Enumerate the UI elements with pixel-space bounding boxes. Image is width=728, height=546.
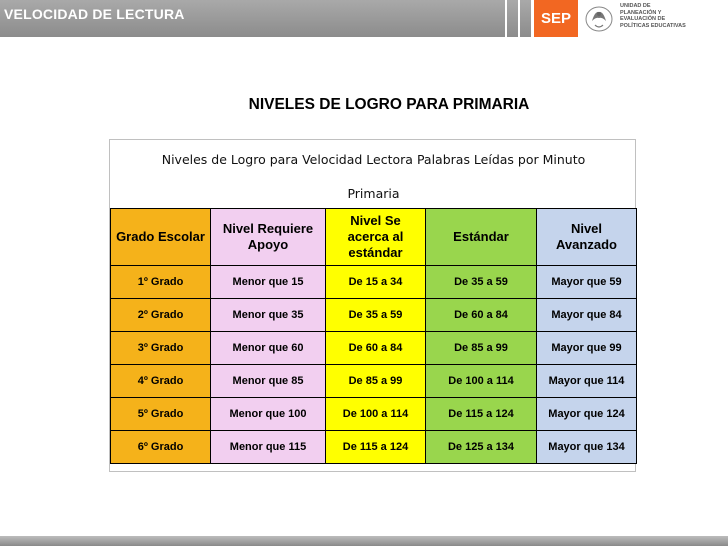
cell-grade: 5º Grado xyxy=(111,398,211,431)
table-subcaption: Primaria xyxy=(347,186,400,201)
cell-advanced: Mayor que 114 xyxy=(537,365,637,398)
header-approaching-standard: Nivel Se acerca al estándar xyxy=(326,209,426,266)
cell-advanced: Mayor que 84 xyxy=(537,299,637,332)
cell-advanced: Mayor que 134 xyxy=(537,431,637,464)
table-row xyxy=(111,431,637,464)
footer-bar xyxy=(0,536,728,546)
cell-approaching-standard: De 100 a 114 xyxy=(326,398,426,431)
cell-approaching-standard: De 60 a 84 xyxy=(326,332,426,365)
header-standard: Estándar xyxy=(426,209,537,266)
cell-requires-support: Menor que 60 xyxy=(211,332,326,365)
table-row xyxy=(111,365,637,398)
table-row xyxy=(111,266,637,299)
table-header-row xyxy=(111,209,637,266)
cell-requires-support: Menor que 115 xyxy=(211,431,326,464)
table-row xyxy=(111,332,637,365)
cell-approaching-standard: De 35 a 59 xyxy=(326,299,426,332)
cell-standard: De 125 a 134 xyxy=(426,431,537,464)
cell-approaching-standard: De 15 a 34 xyxy=(326,266,426,299)
sep-logo xyxy=(531,0,728,37)
cell-advanced: Mayor que 99 xyxy=(537,332,637,365)
unit-text: UNIDAD DE PLANEACIÓN Y EVALUACIÓN DE POLÍTICAS EDUCATIVAS xyxy=(620,3,686,29)
page-title: NIVELES DE LOGRO PARA PRIMARIA xyxy=(248,96,530,113)
header-bar xyxy=(0,0,728,37)
table-row xyxy=(111,299,637,332)
cell-standard: De 60 a 84 xyxy=(426,299,537,332)
header-grade: Grado Escolar xyxy=(111,209,211,266)
cell-approaching-standard: De 115 a 124 xyxy=(326,431,426,464)
cell-standard: De 85 a 99 xyxy=(426,332,537,365)
slide-header-title: VELOCIDAD DE LECTURA xyxy=(4,6,185,22)
sep-logo-mark: SEP xyxy=(534,0,578,37)
cell-grade: 1º Grado xyxy=(111,266,211,299)
header-advanced: Nivel Avanzado xyxy=(537,209,637,266)
cell-approaching-standard: De 85 a 99 xyxy=(326,365,426,398)
table-row xyxy=(111,398,637,431)
cell-requires-support: Menor que 15 xyxy=(211,266,326,299)
header-divider xyxy=(505,0,507,37)
table-caption: Niveles de Logro para Velocidad Lectora Palabras Leídas por Minuto xyxy=(161,152,586,167)
levels-table-container xyxy=(109,139,636,472)
cell-advanced: Mayor que 124 xyxy=(537,398,637,431)
cell-grade: 4º Grado xyxy=(111,365,211,398)
levels-table xyxy=(110,208,637,464)
cell-requires-support: Menor que 100 xyxy=(211,398,326,431)
cell-standard: De 35 a 59 xyxy=(426,266,537,299)
cell-requires-support: Menor que 35 xyxy=(211,299,326,332)
cell-standard: De 115 a 124 xyxy=(426,398,537,431)
cell-advanced: Mayor que 59 xyxy=(537,266,637,299)
coat-of-arms-icon xyxy=(584,3,614,33)
cell-requires-support: Menor que 85 xyxy=(211,365,326,398)
cell-standard: De 100 a 114 xyxy=(426,365,537,398)
cell-grade: 3º Grado xyxy=(111,332,211,365)
header-divider xyxy=(518,0,520,37)
cell-grade: 2º Grado xyxy=(111,299,211,332)
header-requires-support: Nivel Requiere Apoyo xyxy=(211,209,326,266)
cell-grade: 6º Grado xyxy=(111,431,211,464)
